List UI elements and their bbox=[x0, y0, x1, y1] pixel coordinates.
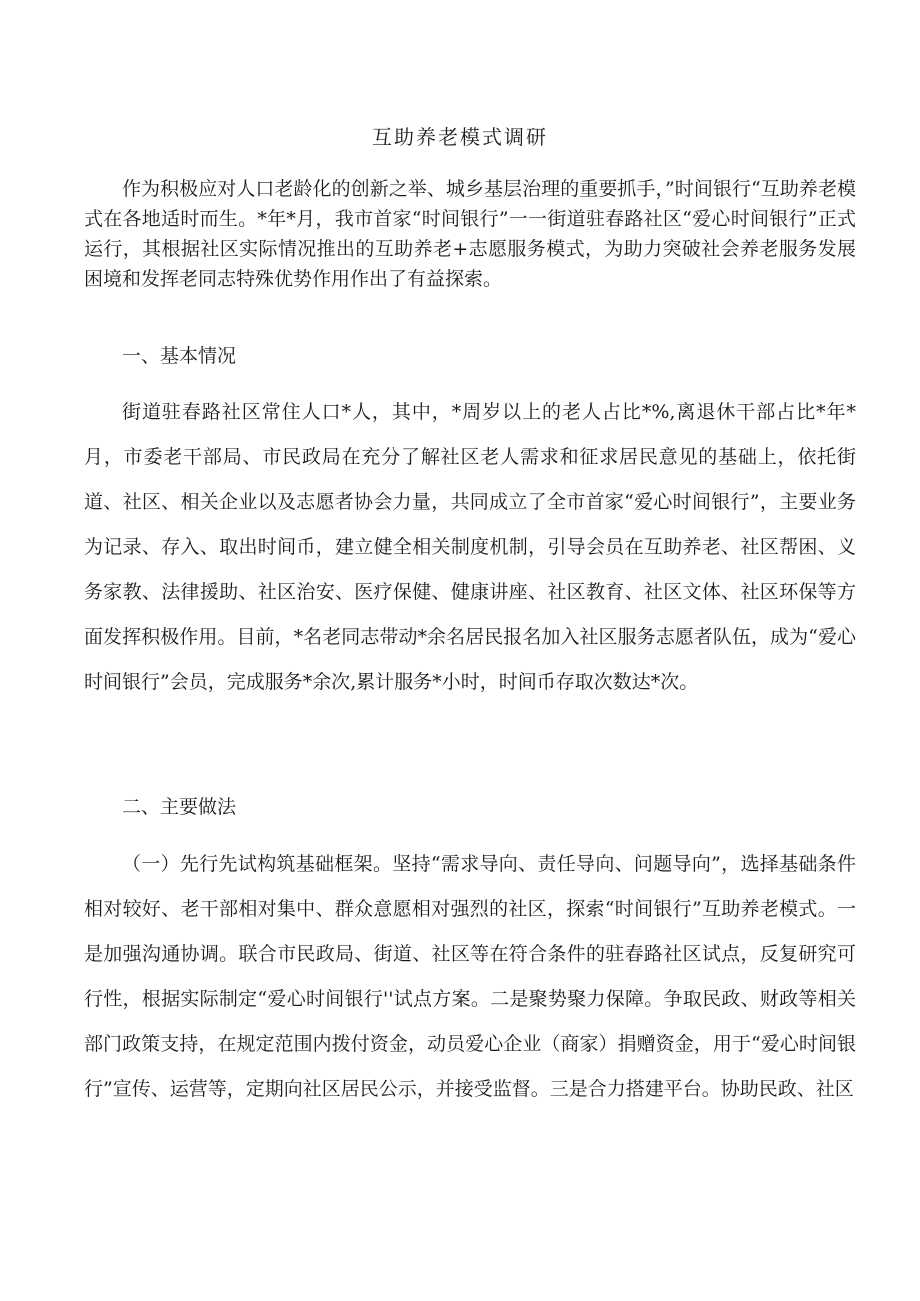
section-heading-basic-situation: 一、基本情况 bbox=[122, 345, 237, 367]
intro-paragraph: 作为积极应对人口老龄化的创新之举、城乡基层治理的重要抓手，”时间银行“互助养老模式在各地适时而生。*年*月，我市首家“时间银行”一一街道驻春路社区“爱心时间银行”正式运行，其根据社区实际情况推出的互助养老+志愿服务模式，为助力突破社会养老服务发展困境和发挥老同志特殊优势作用作出了有益探索。 bbox=[84, 178, 856, 290]
section-heading-main-practices: 二、主要做法 bbox=[122, 796, 237, 818]
section-body-basic-situation: 街道驻春路社区常住人口*人，其中，*周岁以上的老人占比*%,离退休干部占比*年*月，市委老干部局、市民政局在充分了解社区老人需求和征求居民意见的基础上，依托街道、社区、相关企业以及志愿者协会力量，共同成立了全市首家“爱心时间银行”，主要业务为记录、存入、取出时间币，建立健全相关制度机制，引导会员在互助养老、社区帮困、义务家教、法律援助、社区治安、医疗保健、健康讲座、社区教育、社区文体、社区环保等方面发挥积极作用。目前，*名老同志带动*余名居民报名加入社区服务志愿者队伍，成为“爱心时间银行”会员，完成服务*余次,累计服务*小时，时间币存取次数达*次。 bbox=[84, 401, 856, 693]
document-title: 互助养老模式调研 bbox=[372, 125, 548, 149]
section-body-main-practices: （一）先行先试构筑基础框架。坚持“需求导向、责任导向、问题导向”，选择基础条件相对较好、老干部相对集中、群众意愿相对强烈的社区，探索“时间银行”互助养老模式。一是加强沟通协调。联合市民政局、街道、社区等在符合条件的驻春路社区试点，反复研究可行性，根据实际制定“爱心时间银行''试点方案。二是聚势聚力保障。争取民政、财政等相关部门政策支持，在规定范围内拨付资金，动员爱心企业（商家）捐赠资金，用于“爱心时间银行”宣传、运营等，定期向社区居民公示，并接受监督。三是合力搭建平台。协助民政、社区 bbox=[84, 853, 856, 1100]
